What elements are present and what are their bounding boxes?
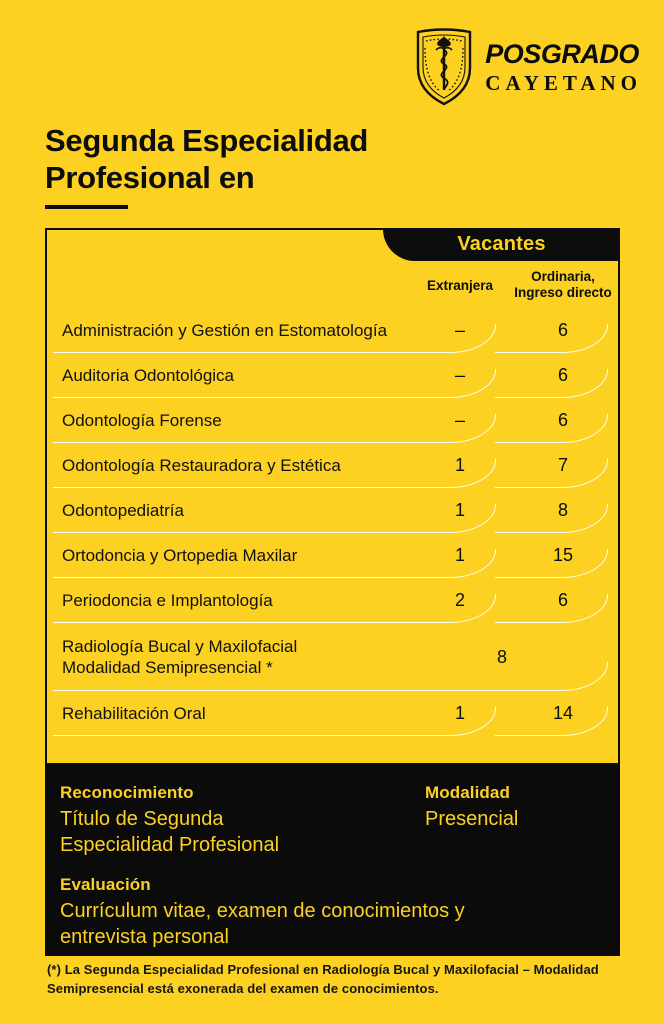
table-row — [47, 533, 618, 578]
specialty-label: Odontología Forense — [62, 411, 222, 430]
table-row — [47, 308, 618, 353]
logo-wordmark — [485, 38, 642, 95]
table-row — [47, 443, 618, 488]
program-info-box — [45, 765, 620, 956]
page-title — [45, 122, 368, 209]
vacancies-ordinaria-value: 15 — [552, 545, 574, 565]
vacancies-extranjera-value: 1 — [454, 703, 465, 723]
title-underline — [45, 205, 128, 209]
specialty-label: Rehabilitación Oral — [62, 704, 206, 723]
vacancies-ordinaria-value: 14 — [552, 703, 574, 723]
table-column-headers — [47, 269, 618, 301]
page-title-line1: Segunda Especialidad — [45, 123, 369, 158]
vacancies-ordinaria-value: 6 — [557, 365, 568, 385]
evaluacion-value: Currículum vitae, examen de conocimientos y entrevista personal — [60, 900, 465, 948]
table-row — [47, 353, 618, 398]
table-row — [47, 623, 618, 691]
vacancies-ordinaria-value: 6 — [557, 410, 568, 430]
vacancies-ordinaria-value: 6 — [557, 320, 568, 340]
vacancies-merged-value: 8 — [496, 646, 507, 667]
specialty-label: Auditoria Odontológica — [62, 366, 235, 385]
caduceus-shield-icon — [416, 28, 472, 106]
specialty-label-line2: Modalidad Semipresencial * — [62, 658, 273, 677]
specialty-label: Odontopediatría — [62, 501, 184, 520]
table-row — [47, 578, 618, 623]
modalidad-label: Modalidad — [425, 783, 510, 802]
table-row — [47, 691, 618, 736]
modalidad-value: Presencial — [425, 808, 519, 830]
evaluacion-label: Evaluación — [60, 875, 151, 894]
vacantes-header-label: Vacantes — [457, 233, 546, 255]
footnote: (*) La Segunda Especialidad Profesional en Radiología Bucal y Maxilofacial – Modalidad Semipresencial está exonerada del examen de conocimientos. — [47, 962, 599, 996]
specialty-label: Odontología Restauradora y Estética — [62, 456, 341, 475]
evaluacion-block — [60, 875, 605, 950]
reconocimiento-value: Título de Segunda Especialidad Profesional — [60, 808, 280, 856]
vacancies-extranjera-value: 1 — [454, 545, 465, 565]
vacancies-ordinaria-value: 7 — [557, 455, 568, 475]
reconocimiento-block — [60, 783, 425, 858]
vacancies-extranjera-value: – — [454, 320, 465, 340]
vacancies-extranjera-value: 1 — [454, 455, 465, 475]
logo-posgrado-text: POSGRADO — [485, 38, 639, 69]
vacancies-extranjera-value: 2 — [454, 590, 465, 610]
table-rows — [47, 308, 618, 736]
reconocimiento-label: Reconocimiento — [60, 783, 194, 802]
vacancies-ordinaria-value: 8 — [557, 500, 568, 520]
vacancies-extranjera-value: – — [454, 365, 465, 385]
vacancies-ordinaria-value: 6 — [557, 590, 568, 610]
specialty-label: Administración y Gestión en Estomatología — [62, 321, 388, 340]
column-header-ordinaria: Ordinaria, Ingreso directo — [514, 269, 612, 300]
posgrado-cayetano-logo — [416, 28, 642, 106]
vacancies-extranjera-value: – — [454, 410, 465, 430]
logo-cayetano-text: CAYETANO — [485, 70, 642, 95]
specialty-label: Periodoncia e Implantología — [62, 591, 273, 610]
specialty-label: Radiología Bucal y Maxilofacial Modalidad Semipresencial * — [47, 636, 420, 678]
specialty-label: Ortodoncia y Ortopedia Maxilar — [62, 546, 298, 565]
table-row — [47, 398, 618, 443]
page-title-line2: Profesional en — [45, 160, 255, 195]
vacancies-table — [45, 228, 620, 765]
modalidad-block — [425, 783, 605, 858]
vacantes-header-tab — [383, 228, 620, 261]
info-top-grid — [60, 783, 605, 858]
column-header-extranjera: Extranjera — [426, 277, 494, 293]
vacancies-extranjera-value: 1 — [454, 500, 465, 520]
table-row — [47, 488, 618, 533]
